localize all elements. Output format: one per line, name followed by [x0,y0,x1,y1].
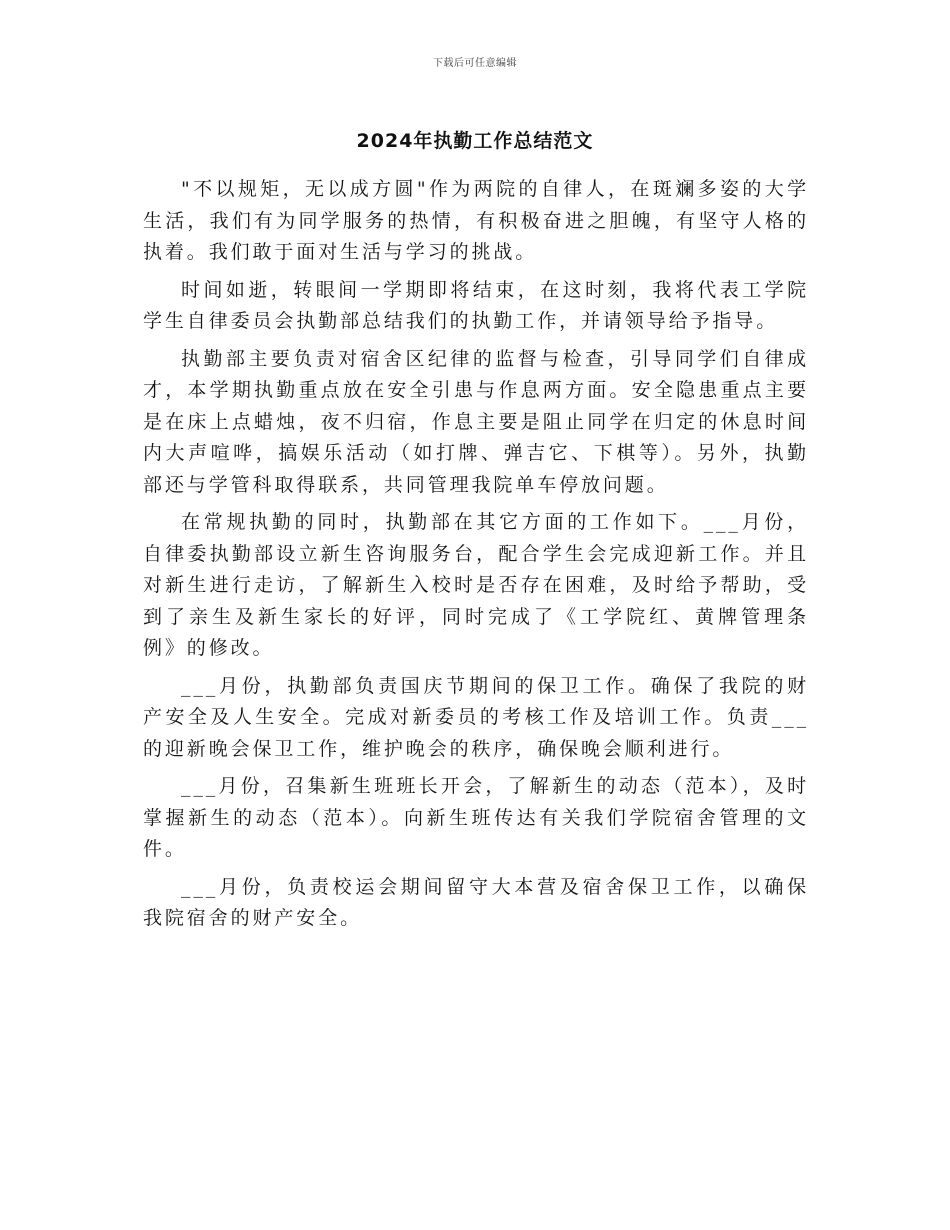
paragraph-class-leaders: ___月份，召集新生班班长开会，了解新生的动态（范本），及时掌握新生的动态（范本）。向新生班传达有关我们学院宿舍管理的文件。 [143,775,809,860]
paragraph-intro: "不以规矩，无以成方圆"作为两院的自律人，在斑斓多姿的大学生活，我们有为同学服务的热情，有积极奋进之胆魄，有坚守人格的执着。我们敢于面对生活与学习的挑战。 [143,178,809,263]
document-body [143,174,809,941]
header-note: 下载后可任意编辑 [433,58,517,69]
document-title: 2024年执勤工作总结范文 [356,130,594,152]
paragraph-other-work: 在常规执勤的同时，执勤部在其它方面的工作如下。___月份，自律委执勤部设立新生咨询服务台，配合学生会完成迎新工作。并且对新生进行走访，了解新生入校时是否存在困难，及时给予帮助，受到了亲生及新生家长的好评，同时完成了《工学院红、黄牌管理条例》的修改。 [143,511,809,659]
paragraph-sports-meet: ___月份，负责校运会期间留守大本营及宿舍保卫工作，以确保我院宿舍的财产安全。 [143,875,809,929]
paragraph-national-day: ___月份，执勤部负责国庆节期间的保卫工作。确保了我院的财产安全及人生安全。完成对新委员的考核工作及培训工作。负责___的迎新晚会保卫工作，维护晚会的秩序，确保晚会顺利进行。 [143,674,809,760]
paragraph-responsibilities: 执勤部主要负责对宿舍区纪律的监督与检查，引导同学们自律成才，本学期执勤重点放在安全引患与作息两方面。安全隐患重点主要是在床上点蜡烛，夜不归宿，作息主要是阻止同学在归定的休息时间内大声喧哗，搞娱乐活动（如打牌、弹吉它、下棋等）。另外，执勤部还与学管科取得联系，共同管理我院单车停放问题。 [143,347,809,496]
paragraph-summary: 时间如逝，转眼间一学期即将结束，在这时刻，我将代表工学院学生自律委员会执勤部总结我们的执勤工作，并请领导给予指导。 [143,278,809,332]
